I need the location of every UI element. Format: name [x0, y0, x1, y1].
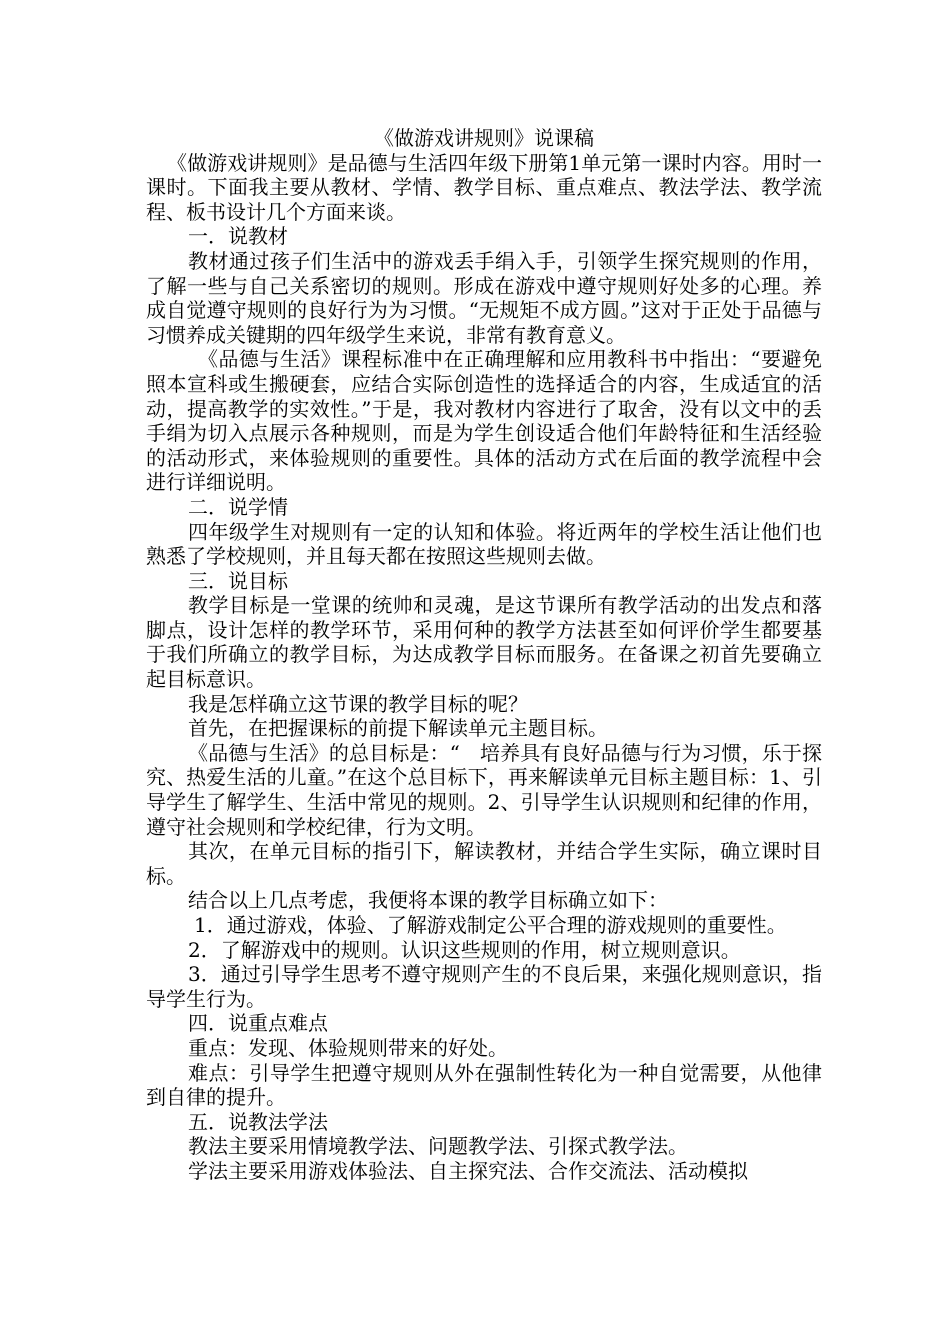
section-heading-students: 二．说学情	[188, 494, 288, 519]
section-heading-key-points: 四．说重点难点	[188, 1011, 328, 1036]
section-heading-methods: 五．说教法学法	[188, 1109, 328, 1134]
intro-paragraph: 《做游戏讲规则》是品德与生活四年级下册第1单元第一课时内容。用时一课时。下面我主要从教材、学情、教学目标、重点难点、教法学法、教学流程、板书设计几个方面来谈。	[146, 150, 822, 224]
paragraph-textbook: 教材通过孩子们生活中的游戏丢手绢入手，引领学生探究规则的作用，了解一些与自己关系密切的规则。形成在游戏中遵守规则好处多的心理。养成自觉遵守规则的良好行为为习惯。“无规矩不成方圆。”这对于正处于品德与习惯养成关键期的四年级学生来说，非常有教育意义。	[146, 248, 822, 347]
section-heading-goals: 三．说目标	[188, 568, 288, 593]
document-title: 《做游戏讲规则》说课稿	[374, 126, 594, 150]
paragraph-conclusion: 结合以上几点考虑，我便将本课的教学目标确立如下：	[188, 888, 668, 913]
paragraph-first: 首先，在把握课标的前提下解读单元主题目标。	[188, 716, 608, 741]
paragraph-students: 四年级学生对规则有一定的认知和体验。将近两年的学校生活让他们也熟悉了学校规则，并且每天都在按照这些规则去做。	[146, 519, 822, 569]
paragraph-overall-goal: 《品德与生活》的总目标是：“ 培养具有良好品德与行为习惯，乐于探究、热爱生活的儿童。”在这个总目标下，再来解读单元目标主题目标：1、引导学生了解学生、生活中常见的规则。2、引导学生认识规则和纪律的作用，遵守社会规则和学校纪律，行为文明。	[146, 740, 822, 839]
paragraph-curriculum-standard: 《品德与生活》课程标准中在正确理解和应用教科书中指出：“要避免照本宣科或生搬硬套，应结合实际创造性的选择适合的内容，生成适宜的活动，提高教学的实效性。”于是，我对教材内容进行了取舍，没有以文中的丢手绢为切入点展示各种规则，而是为学生创设适合他们年龄特征和生活经验的活动形式，来体验规则的重要性。具体的活动方式在后面的教学流程中会进行详细说明。	[146, 347, 822, 495]
goal-item-3: 3．通过引导学生思考不遵守规则产生的不良后果，来强化规则意识，指导学生行为。	[146, 962, 822, 1011]
paragraph-second: 其次，在单元目标的指引下，解读教材，并结合学生实际，确立课时目标。	[146, 839, 822, 888]
goal-item-2: 2．了解游戏中的规则。认识这些规则的作用，树立规则意识。	[188, 937, 741, 962]
paragraph-difficulty: 难点：引导学生把遵守规则从外在强制性转化为一种自觉需要，从他律到自律的提升。	[146, 1060, 822, 1110]
paragraph-key-point: 重点：发现、体验规则带来的好处。	[188, 1035, 508, 1060]
section-heading-textbook: 一．说教材	[188, 224, 288, 249]
paragraph-goals: 教学目标是一堂课的统帅和灵魂，是这节课所有教学活动的出发点和落脚点，设计怎样的教学环节，采用何种的教学方法甚至如何评价学生都要基于我们所确立的教学目标，为达成教学目标而服务。在备课之初首先要确立起目标意识。	[146, 593, 822, 692]
paragraph-teaching-methods: 教法主要采用情境教学法、问题教学法、引探式教学法。	[188, 1134, 688, 1159]
paragraph-goal-question: 我是怎样确立这节课的教学目标的呢？	[188, 691, 528, 716]
paragraph-learning-methods: 学法主要采用游戏体验法、自主探究法、合作交流法、活动模拟	[188, 1158, 748, 1183]
goal-item-1: 1．通过游戏，体验、了解游戏制定公平合理的游戏规则的重要性。	[194, 913, 787, 937]
document-page	[146, 126, 822, 1184]
